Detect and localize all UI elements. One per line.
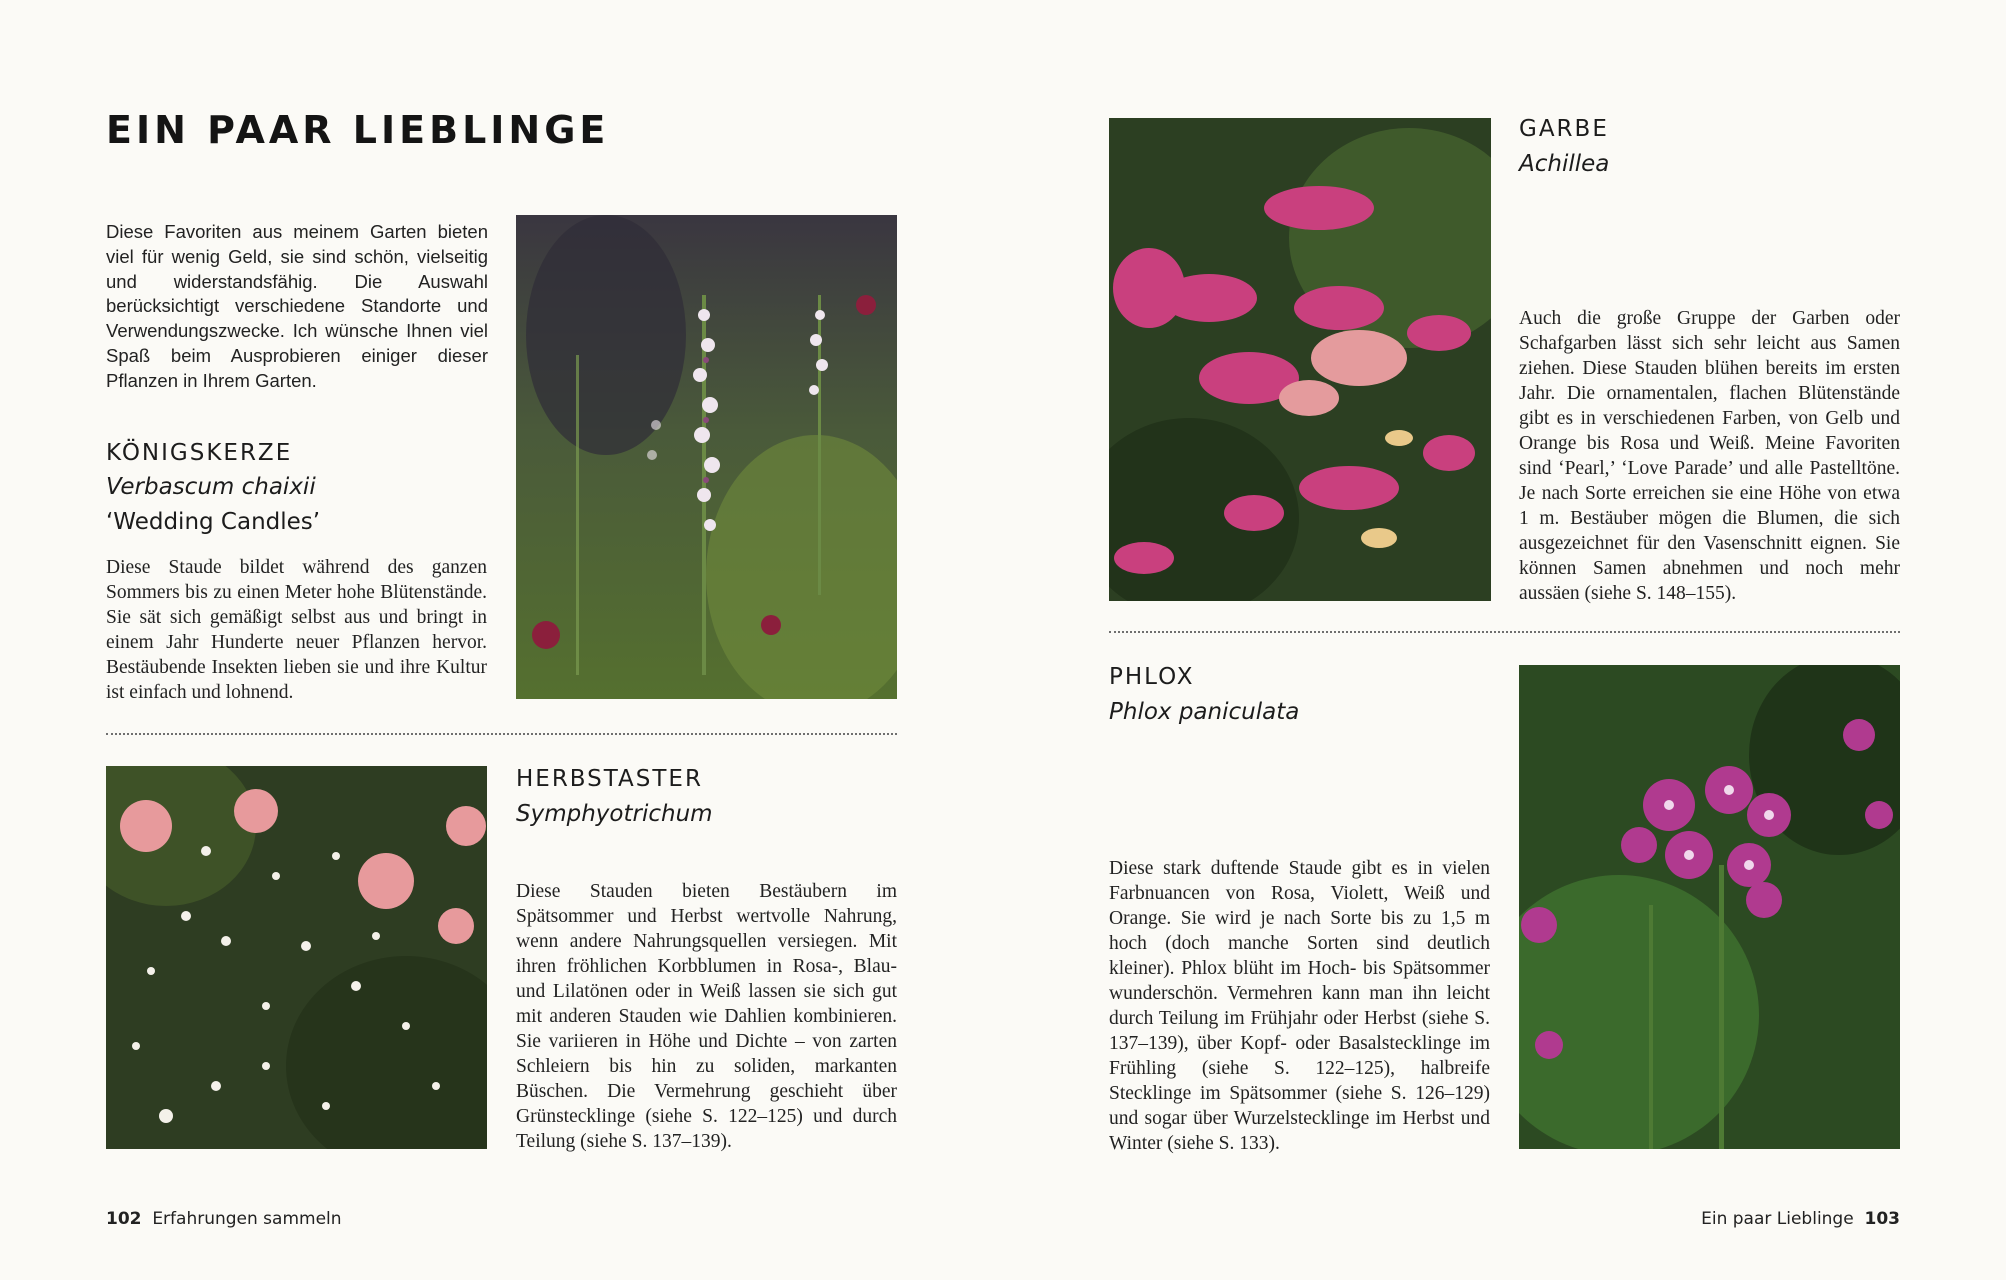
divider-left [106, 733, 897, 735]
koenigskerze-latin: Verbascum chaixii [106, 474, 316, 500]
koenigskerze-heading: KÖNIGSKERZE [106, 440, 293, 466]
section-label-right: Ein paar Lieblinge [1701, 1209, 1854, 1229]
garbe-latin: Achillea [1519, 151, 1610, 177]
page-number-left: 102 [106, 1209, 142, 1229]
koenigskerze-text: Diese Staude bildet während des ganzen Sommers bis zu einen Meter hohe Blütenstände. Sie sät sich gemäßigt selbst aus und bringt in einem Jahr Hunderte neuer Pflanzen hervor. Bestäubende Insekten lieben sie und ihre Kultur ist einfach und lohnend. [106, 557, 487, 703]
koenigskerze-photo [516, 215, 897, 699]
koenigskerze-cultivar: ‘Wedding Candles’ [106, 509, 321, 535]
divider-right [1109, 631, 1900, 633]
section-label-left: Erfahrungen sammeln [152, 1209, 342, 1229]
garbe-photo [1109, 118, 1491, 601]
phlox-heading: PHLOX [1109, 664, 1195, 690]
herbstaster-heading: HERBSTASTER [516, 766, 703, 792]
garbe-text: Auch die große Gruppe der Garben oder Schafgarben lässt sich sehr leicht aus Samen ziehen. Diese Stauden blühen bereits im ersten Jahr. Die ornamentalen, flachen Blütenstände gibt es in verschiedenen Farben, von Gelb und Orange bis Rosa und Weiß. Meine Favoriten sind ‘Pearl,’ ‘Love Parade’ und alle Pastelltöne. Je nach Sorte erreichen sie eine Höhe von etwa 1 m. Bestäuber mögen die Blumen, die sich ausgezeichnet für den Vasenschnitt eignen. Sie können Samen abnehmen und noch mehr aussäen (siehe S. 148–155). [1519, 308, 1900, 604]
phlox-photo [1519, 665, 1900, 1149]
herbstaster-latin: Symphyotrichum [516, 801, 713, 827]
footer-right [1701, 1209, 1900, 1229]
herbstaster-photo [106, 766, 487, 1149]
intro-paragraph: Diese Favoriten aus meinem Garten bieten viel für wenig Geld, sie sind schön, vielseitig und widerstandsfähig. Die Auswahl berücksichtigt verschiedene Standorte und Verwendungszwecke. Ich wünsche Ihnen viel Spaß beim Ausprobieren einiger dieser Pflanzen in Ihrem Garten. [106, 221, 488, 391]
footer-left [106, 1209, 342, 1229]
page-number-right: 103 [1864, 1209, 1900, 1229]
phlox-text: Diese stark duftende Staude gibt es in vielen Farbnuancen von Rosa, Violett, Weiß und Orange. Sie wird je nach Sorte bis zu 1,5 m hoch (doch manche Sorten sind deutlich kleiner). Phlox blüht im Hoch- bis Spätsommer wunderschön. Vermehren kann man ihn leicht durch Teilung im Frühjahr oder Herbst (siehe S. 137–139), über Kopf- oder Basalstecklinge im Frühling (siehe S. 122–125), halbreife Stecklinge im Spätsommer (siehe S. 126–129) und sogar über Wurzelstecklinge im Herbst und Winter (siehe S. 133). [1109, 858, 1490, 1154]
phlox-latin: Phlox paniculata [1109, 699, 1300, 725]
herbstaster-text: Diese Stauden bieten Bestäubern im Spätsommer und Herbst wertvolle Nahrung, wenn andere Nahrungsquellen versiegen. Mit ihren fröhlichen Korbblumen in Rosa-, Blau- und Lilatönen oder in Weiß lassen sie sich gut mit anderen Stauden wie Dahlien kombinieren. Sie variieren in Höhe und Dichte – von zarten Schleiern bis hin zu soliden, markanten Büschen. Die Vermehrung geschieht über Grünstecklinge (siehe S. 122–125) und durch Teilung (siehe S. 137–139). [516, 881, 897, 1152]
garbe-heading: GARBE [1519, 116, 1609, 142]
page-title: EIN PAAR LIEBLINGE [106, 108, 610, 152]
